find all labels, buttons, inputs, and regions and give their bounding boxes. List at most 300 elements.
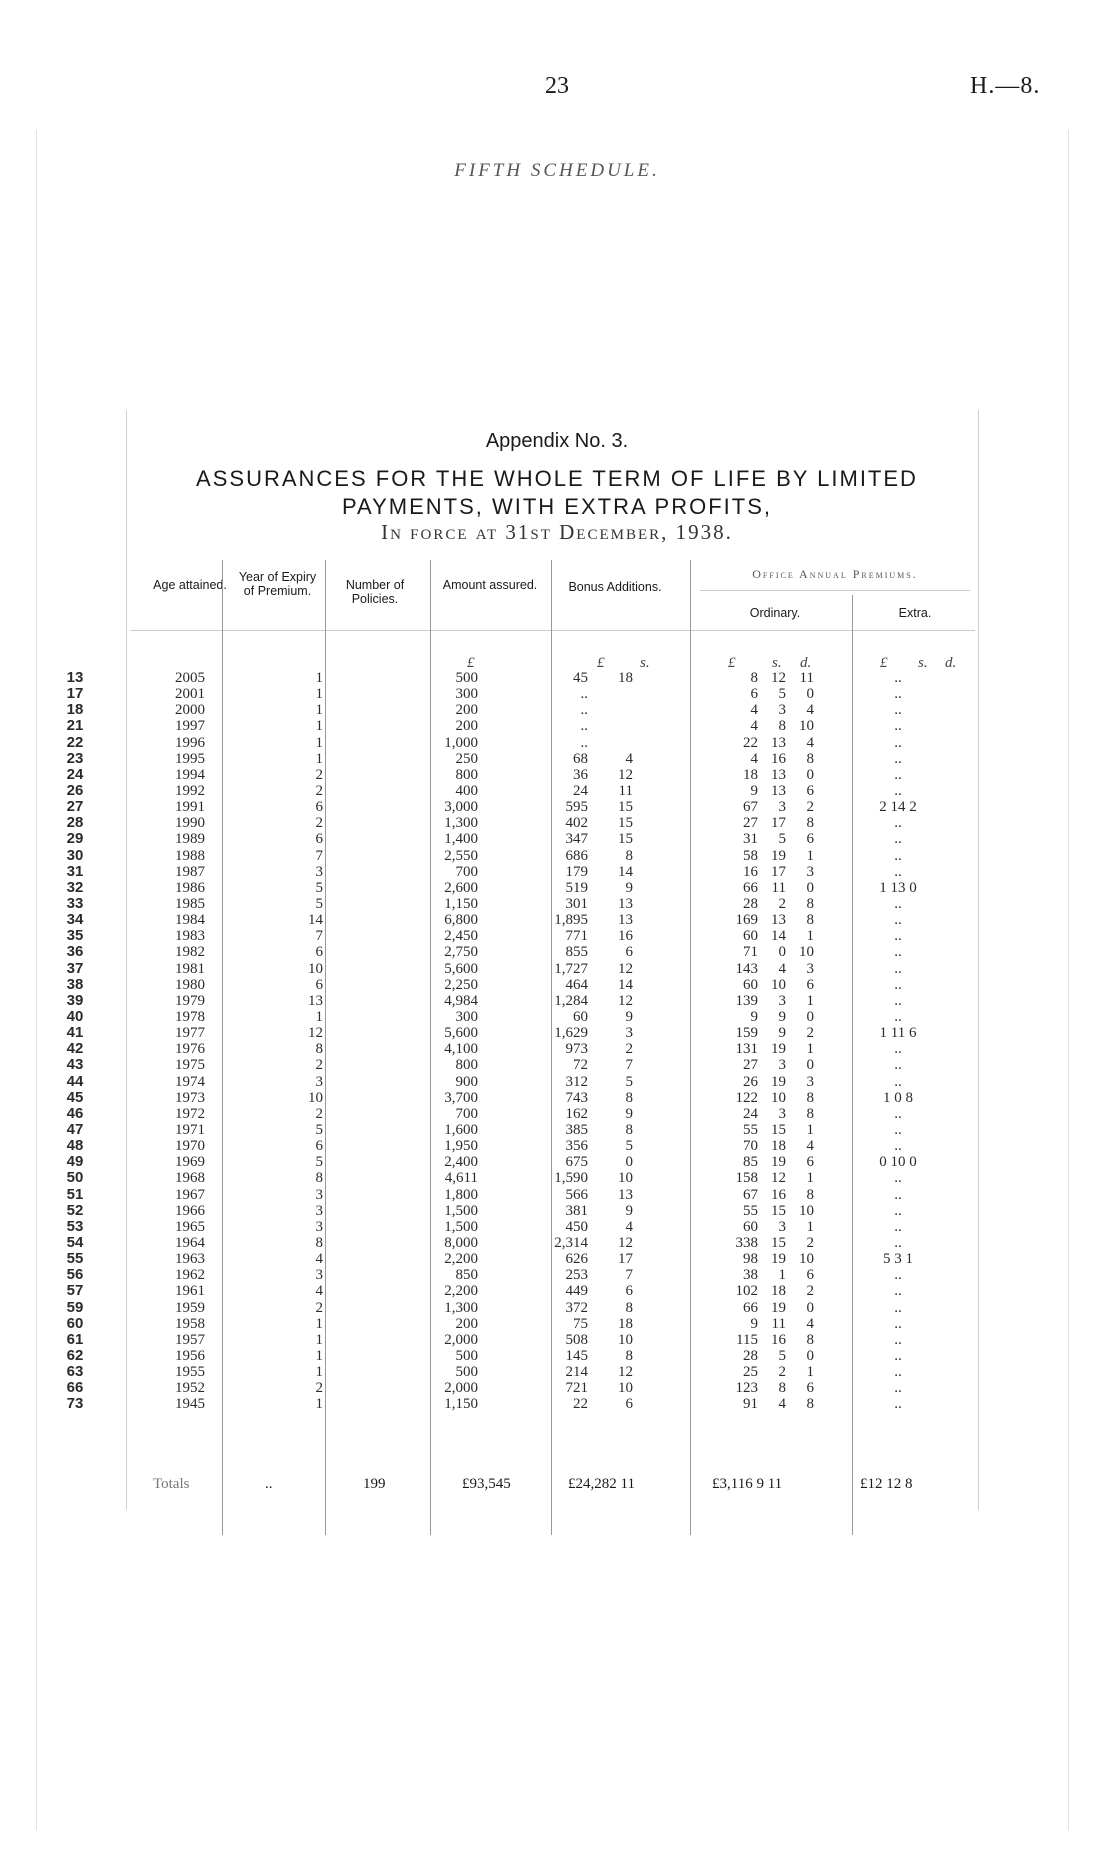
spacer-cell (952, 1235, 1114, 1251)
ordinary-pounds-cell: 24 (743, 1105, 758, 1122)
year-cell: 1977 (175, 1025, 205, 1042)
year-cell: 1992 (175, 783, 205, 800)
spacer-cell (323, 993, 353, 1009)
table-row (0, 880, 1114, 896)
unit-bonus-shillings: s. (640, 655, 650, 671)
policies-cell: 1 (315, 1364, 323, 1381)
bonus-pounds-cell: 508 (565, 1331, 588, 1348)
table-row (0, 1364, 1114, 1380)
extra-premium-cell: 0 10 0 (879, 1154, 917, 1171)
bonus-shillings-cell: 7 (625, 1057, 633, 1074)
spacer-cell (814, 799, 844, 815)
spacer-cell (814, 961, 844, 977)
spacer-cell (633, 751, 663, 767)
policies-cell: 5 (315, 1122, 323, 1138)
spacer-cell (323, 1187, 353, 1203)
ordinary-shillings-cell: 16 (771, 1331, 786, 1348)
ordinary-pence-cell: 8 (806, 1396, 814, 1413)
amount-cell: 2,200 (444, 1283, 478, 1300)
spacer-cell (633, 912, 663, 928)
policies-cell: 8 (315, 1234, 323, 1251)
bonus-pounds-cell: 214 (565, 1364, 588, 1381)
spacer-cell (952, 1154, 1114, 1170)
policies-cell: 6 (315, 976, 323, 993)
spacer-cell (952, 880, 1114, 896)
totals-policies: 199 (363, 1476, 386, 1492)
spacer-cell (814, 1187, 844, 1203)
amount-cell: 850 (455, 1267, 478, 1284)
year-cell: 1981 (175, 960, 205, 977)
bonus-pounds-cell: 36 (573, 766, 588, 783)
spacer-cell (633, 1170, 663, 1186)
ordinary-pounds-cell: 158 (735, 1170, 758, 1187)
age-cell: 73 (66, 1395, 84, 1413)
age-cell: 54 (66, 1233, 84, 1251)
ordinary-pence-cell: 3 (806, 863, 814, 880)
age-cell: 35 (66, 927, 84, 945)
amount-cell: 2,200 (444, 1251, 478, 1268)
table-title (0, 465, 1114, 521)
spacer-cell (323, 880, 353, 896)
age-cell: 53 (66, 1217, 84, 1235)
extra-premium-cell: .. (894, 928, 902, 945)
age-cell: 24 (66, 765, 84, 783)
age-cell: 21 (66, 717, 84, 735)
spacer-cell (814, 1106, 844, 1122)
ordinary-pence-cell: 2 (806, 799, 814, 816)
bonus-shillings-cell: 14 (618, 863, 633, 880)
ordinary-pence-cell: 4 (806, 1315, 814, 1332)
bonus-shillings-cell: 8 (625, 1347, 633, 1364)
spacer-cell (323, 1332, 353, 1348)
spacer-cell (633, 670, 663, 686)
spacer-cell (633, 1106, 663, 1122)
spacer-cell (952, 831, 1114, 847)
bonus-pounds-cell: 1,727 (554, 960, 588, 977)
spacer-cell (814, 977, 844, 993)
ordinary-pence-cell: 0 (806, 1057, 814, 1074)
spacer-cell (323, 1122, 353, 1138)
year-cell: 1963 (175, 1251, 205, 1268)
bonus-shillings-cell: 12 (618, 766, 633, 783)
amount-cell: 5,600 (444, 1025, 478, 1042)
spacer-cell (814, 1332, 844, 1348)
ordinary-shillings-cell: 1 (778, 1267, 786, 1284)
spacer-cell (633, 1364, 663, 1380)
policies-cell: 3 (315, 1186, 323, 1203)
year-cell: 1969 (175, 1154, 205, 1171)
table-row (0, 1380, 1114, 1396)
year-cell: 1997 (175, 718, 205, 735)
bonus-pounds-cell: 686 (565, 847, 588, 864)
extra-premium-cell: .. (894, 1057, 902, 1074)
spacer-cell (952, 1348, 1114, 1364)
spacer-cell (952, 1380, 1114, 1396)
spacer-cell (952, 912, 1114, 928)
table-row (0, 1090, 1114, 1106)
bonus-pounds-cell: 1,629 (554, 1025, 588, 1042)
amount-cell: 4,984 (444, 992, 478, 1009)
amount-cell: 1,800 (444, 1186, 478, 1203)
ordinary-pounds-cell: 6 (750, 686, 758, 703)
year-cell: 1985 (175, 896, 205, 913)
bonus-shillings-cell: 5 (625, 1073, 633, 1090)
bonus-shillings-cell (588, 718, 633, 734)
amount-cell: 3,000 (444, 799, 478, 816)
ordinary-pounds-cell: 8 (750, 670, 758, 687)
spacer-cell (952, 718, 1114, 734)
year-cell: 1968 (175, 1170, 205, 1187)
ordinary-shillings-cell: 15 (771, 1234, 786, 1251)
age-cell: 39 (66, 991, 84, 1009)
bonus-shillings-cell: 9 (625, 1009, 633, 1026)
ordinary-pounds-cell: 31 (743, 831, 758, 848)
bonus-pounds-cell: 145 (565, 1347, 588, 1364)
ordinary-shillings-cell: 9 (778, 1009, 786, 1026)
extra-premium-cell: 1 13 0 (879, 879, 917, 896)
table-row (0, 1057, 1114, 1073)
spacer-cell (952, 1122, 1114, 1138)
unit-bonus-pounds: £ (597, 655, 605, 671)
spacer-cell (633, 718, 663, 734)
amount-cell: 2,000 (444, 1331, 478, 1348)
year-cell: 2001 (175, 686, 205, 703)
bonus-shillings-cell: 8 (625, 1122, 633, 1138)
spacer-cell (323, 1380, 353, 1396)
policies-cell: 5 (315, 879, 323, 896)
amount-cell: 500 (455, 1364, 478, 1381)
year-cell: 1995 (175, 750, 205, 767)
spacer-cell (323, 1203, 353, 1219)
spacer-cell (952, 735, 1114, 751)
bonus-pounds-cell: 75 (573, 1315, 588, 1332)
bonus-shillings-cell: 8 (625, 1089, 633, 1106)
spacer-cell (323, 1170, 353, 1186)
spacer-cell (814, 1154, 844, 1170)
policies-cell: 2 (315, 783, 323, 800)
ordinary-pounds-cell: 66 (743, 879, 758, 896)
spacer-cell (323, 928, 353, 944)
spacer-cell (323, 864, 353, 880)
age-cell: 38 (66, 975, 84, 993)
year-cell: 1979 (175, 992, 205, 1009)
year-cell: 1988 (175, 847, 205, 864)
ordinary-pence-cell: 6 (806, 1154, 814, 1171)
bonus-pounds-cell: 402 (565, 815, 588, 832)
extra-premium-cell: .. (894, 1009, 902, 1026)
extra-premium-cell: .. (894, 1041, 902, 1058)
ordinary-pounds-cell: 131 (735, 1041, 758, 1058)
year-cell: 1945 (175, 1396, 205, 1413)
extra-premium-cell: .. (894, 1073, 902, 1090)
spacer-cell (814, 831, 844, 847)
year-cell: 1994 (175, 766, 205, 783)
spacer-cell (633, 1316, 663, 1332)
spacer-cell (633, 799, 663, 815)
bonus-pounds-cell: 566 (565, 1186, 588, 1203)
spacer-cell (814, 1299, 844, 1315)
extra-premium-cell: 1 0 8 (883, 1089, 913, 1106)
bonus-shillings-cell: 6 (625, 1283, 633, 1300)
extra-premium-cell: .. (894, 896, 902, 913)
ordinary-pence-cell: 8 (806, 896, 814, 913)
bonus-shillings-cell: 7 (625, 1267, 633, 1284)
spacer-cell (323, 1154, 353, 1170)
spacer-cell (633, 1090, 663, 1106)
year-cell: 1973 (175, 1089, 205, 1106)
bonus-pounds-cell: 743 (565, 1089, 588, 1106)
extra-premium-cell: .. (894, 1218, 902, 1235)
spacer-cell (814, 1219, 844, 1235)
policies-cell: 6 (315, 1138, 323, 1155)
bonus-pounds-cell: .. (580, 686, 588, 703)
spacer-cell (633, 1283, 663, 1299)
bonus-pounds-cell: 626 (565, 1251, 588, 1268)
bonus-shillings-cell: 0 (625, 1154, 633, 1171)
age-cell: 42 (66, 1040, 84, 1058)
spacer-cell (814, 1090, 844, 1106)
age-cell: 37 (66, 959, 84, 977)
ordinary-pence-cell: 4 (806, 702, 814, 719)
bonus-pounds-cell: 1,590 (554, 1170, 588, 1187)
table-row (0, 686, 1114, 702)
assurances-table (0, 670, 1114, 1412)
ordinary-shillings-cell: 15 (771, 1202, 786, 1219)
unit-extra-pounds: £ (880, 655, 888, 671)
year-cell: 1952 (175, 1380, 205, 1397)
bonus-pounds-cell: 450 (565, 1218, 588, 1235)
table-row (0, 670, 1114, 686)
policies-cell: 1 (315, 1396, 323, 1413)
ordinary-pounds-cell: 27 (743, 1057, 758, 1074)
policies-cell: 8 (315, 1170, 323, 1187)
table-title-line-2: PAYMENTS, WITH EXTRA PROFITS, (342, 494, 772, 519)
spacer-cell (633, 1154, 663, 1170)
policies-cell: 13 (308, 992, 323, 1009)
ordinary-pounds-cell: 169 (735, 912, 758, 929)
column-header-amount: Amount assured. (442, 578, 538, 592)
ordinary-pounds-cell: 67 (743, 799, 758, 816)
table-row (0, 1041, 1114, 1057)
bonus-pounds-cell: .. (580, 718, 588, 735)
bonus-pounds-cell: 449 (565, 1283, 588, 1300)
ordinary-pence-cell: 8 (806, 815, 814, 832)
spacer-cell (814, 1267, 844, 1283)
amount-cell: 6,800 (444, 912, 478, 929)
ordinary-shillings-cell: 19 (771, 1299, 786, 1316)
ordinary-pounds-cell: 159 (735, 1025, 758, 1042)
policies-cell: 1 (315, 702, 323, 719)
ordinary-pounds-cell: 9 (750, 1315, 758, 1332)
ordinary-pence-cell: 8 (806, 912, 814, 929)
ordinary-shillings-cell: 15 (771, 1122, 786, 1138)
amount-cell: 2,600 (444, 879, 478, 896)
ordinary-pence-cell: 8 (806, 1331, 814, 1348)
spacer-cell (633, 1138, 663, 1154)
table-row (0, 912, 1114, 928)
ordinary-pence-cell: 0 (806, 1299, 814, 1316)
amount-cell: 1,300 (444, 1299, 478, 1316)
table-row (0, 848, 1114, 864)
table-row (0, 993, 1114, 1009)
table-row (0, 1235, 1114, 1251)
ordinary-shillings-cell: 12 (771, 670, 786, 687)
bonus-shillings-cell: 5 (625, 1138, 633, 1155)
age-cell: 17 (66, 685, 84, 703)
bonus-pounds-cell: 24 (573, 783, 588, 800)
bonus-shillings-cell: 8 (625, 847, 633, 864)
age-cell: 28 (66, 814, 84, 832)
ordinary-pence-cell: 11 (799, 670, 814, 687)
spacer-cell (952, 1316, 1114, 1332)
extra-premium-cell: .. (894, 1315, 902, 1332)
unit-ordinary-pence: d. (800, 655, 812, 671)
amount-cell: 1,400 (444, 831, 478, 848)
ordinary-pence-cell: 6 (806, 831, 814, 848)
bonus-pounds-cell: 253 (565, 1267, 588, 1284)
age-cell: 52 (66, 1201, 84, 1219)
bonus-shillings-cell: 6 (625, 1396, 633, 1413)
table-row (0, 702, 1114, 718)
unit-extra-pence: d. (945, 655, 957, 671)
table-row (0, 735, 1114, 751)
ordinary-pounds-cell: 27 (743, 815, 758, 832)
bonus-pounds-cell: 1,895 (554, 912, 588, 929)
year-cell: 1982 (175, 944, 205, 961)
ordinary-pence-cell: 6 (806, 1267, 814, 1284)
spacer-cell (323, 1009, 353, 1025)
year-cell: 1970 (175, 1138, 205, 1155)
spacer-cell (633, 1299, 663, 1315)
policies-cell: 7 (315, 847, 323, 864)
table-row (0, 1138, 1114, 1154)
amount-cell: 4,611 (444, 1170, 478, 1187)
ordinary-pounds-cell: 85 (743, 1154, 758, 1171)
ordinary-shillings-cell: 16 (771, 1186, 786, 1203)
document-reference: H.—8. (970, 73, 1041, 99)
spacer-cell (323, 961, 353, 977)
amount-cell: 2,750 (444, 944, 478, 961)
ordinary-pounds-cell: 9 (750, 783, 758, 800)
ordinary-pounds-cell: 71 (743, 944, 758, 961)
bonus-shillings-cell: 6 (625, 944, 633, 961)
spacer-cell (952, 1203, 1114, 1219)
spacer-cell (633, 831, 663, 847)
policies-cell: 1 (315, 686, 323, 703)
ordinary-pence-cell: 8 (806, 1089, 814, 1106)
age-cell: 41 (66, 1024, 84, 1042)
spacer-cell (814, 1380, 844, 1396)
table-row (0, 1251, 1114, 1267)
amount-cell: 1,600 (444, 1122, 478, 1138)
amount-cell: 3,700 (444, 1089, 478, 1106)
policies-cell: 2 (315, 1380, 323, 1397)
extra-premium-cell: .. (894, 718, 902, 735)
year-cell: 1964 (175, 1234, 205, 1251)
amount-cell: 1,950 (444, 1138, 478, 1155)
bonus-pounds-cell: 464 (565, 976, 588, 993)
amount-cell: 2,000 (444, 1380, 478, 1397)
bonus-pounds-cell: 855 (565, 944, 588, 961)
spacer-cell (952, 1138, 1114, 1154)
extra-premium-cell: .. (894, 847, 902, 864)
unit-extra-shillings: s. (918, 655, 928, 671)
table-row (0, 767, 1114, 783)
spacer-cell (952, 1267, 1114, 1283)
ordinary-pence-cell: 2 (806, 1025, 814, 1042)
spacer-cell (814, 896, 844, 912)
spacer-cell (323, 944, 353, 960)
age-cell: 56 (66, 1266, 84, 1284)
policies-cell: 8 (315, 1041, 323, 1058)
ordinary-pence-cell: 1 (806, 1170, 814, 1187)
policies-cell: 3 (315, 1218, 323, 1235)
bonus-shillings-cell: 13 (618, 1186, 633, 1203)
ordinary-shillings-cell: 3 (778, 1105, 786, 1122)
table-row (0, 831, 1114, 847)
ordinary-pence-cell: 8 (806, 1105, 814, 1122)
policies-cell: 6 (315, 799, 323, 816)
year-cell: 1955 (175, 1364, 205, 1381)
spacer-cell (952, 1009, 1114, 1025)
extra-premium-cell: .. (894, 831, 902, 848)
age-cell: 55 (66, 1250, 84, 1268)
extra-premium-cell: .. (894, 1202, 902, 1219)
spacer-cell (323, 718, 353, 734)
spacer-cell (323, 686, 353, 702)
bonus-pounds-cell: 381 (565, 1202, 588, 1219)
ordinary-shillings-cell: 13 (771, 766, 786, 783)
table-row (0, 1009, 1114, 1025)
bonus-pounds-cell: 675 (565, 1154, 588, 1171)
bonus-shillings-cell: 12 (618, 992, 633, 1009)
table-row (0, 1106, 1114, 1122)
spacer-cell (814, 1041, 844, 1057)
ordinary-pounds-cell: 60 (743, 976, 758, 993)
ordinary-shillings-cell: 19 (771, 1041, 786, 1058)
amount-cell: 500 (455, 670, 478, 687)
spacer-cell (814, 880, 844, 896)
year-cell: 1980 (175, 976, 205, 993)
ordinary-pounds-cell: 67 (743, 1186, 758, 1203)
ordinary-pounds-cell: 338 (735, 1234, 758, 1251)
year-cell: 1967 (175, 1186, 205, 1203)
spacer-cell (952, 1219, 1114, 1235)
ordinary-shillings-cell: 3 (778, 702, 786, 719)
ordinary-pence-cell: 10 (799, 1202, 814, 1219)
amount-cell: 200 (455, 718, 478, 735)
spacer-cell (323, 1267, 353, 1283)
policies-cell: 1 (315, 1331, 323, 1348)
policies-cell: 2 (315, 1299, 323, 1316)
spacer-cell (323, 1057, 353, 1073)
ordinary-pence-cell: 0 (806, 1009, 814, 1026)
spacer-cell (814, 718, 844, 734)
spacer-cell (952, 1074, 1114, 1090)
table-row (0, 799, 1114, 815)
spacer-cell (633, 686, 663, 702)
ordinary-pounds-cell: 16 (743, 863, 758, 880)
spacer-cell (633, 1025, 663, 1041)
bonus-shillings-cell: 15 (618, 799, 633, 816)
spacer-cell (952, 1283, 1114, 1299)
spacer-cell (323, 1138, 353, 1154)
spacer-cell (323, 735, 353, 751)
spacer-cell (633, 735, 663, 751)
age-cell: 13 (66, 669, 84, 687)
bonus-shillings-cell: 2 (625, 1041, 633, 1058)
spacer-cell (323, 1251, 353, 1267)
